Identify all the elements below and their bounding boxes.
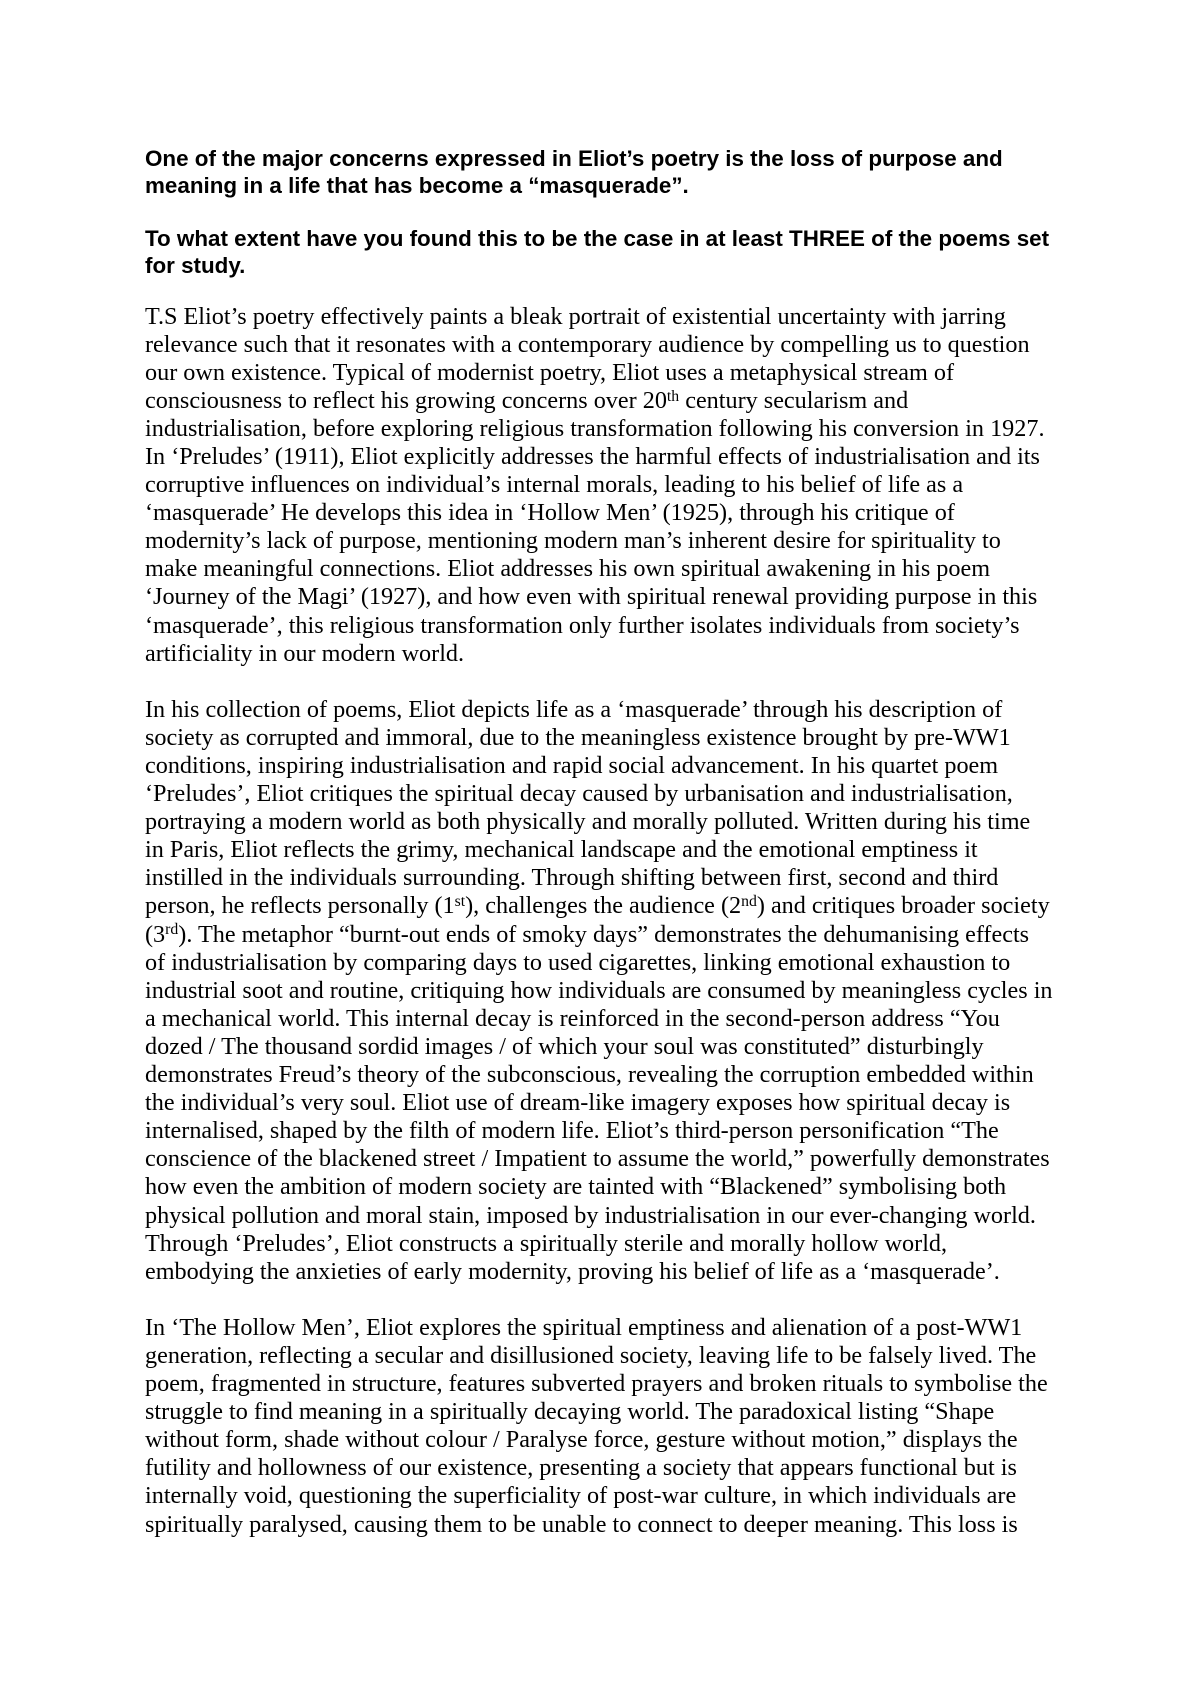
essay-line: in Paris, Eliot reflects the grimy, mechanical landscape and the emotional emptiness it [145,836,978,864]
essay-line: In his collection of poems, Eliot depicts life as a ‘masquerade’ through his description of [145,695,1003,723]
line-segment: (3 [145,920,166,948]
line-segment: consciousness to reflect his growing concerns over 20 [145,386,667,414]
essay-line: a mechanical world. This internal decay is reinforced in the second-person address “You [145,1004,1000,1032]
essay-line: futility and hollowness of our existence, presenting a society that appears functional but is [145,1454,1017,1482]
essay-line: how even the ambition of modern society are tainted with “Blackened” symbolising both [145,1173,1007,1201]
ordinal-superscript: st [454,893,466,911]
essay-paragraph-preludes [145,696,1145,1286]
essay-line: make meaningful connections. Eliot addresses his own spiritual awakening in his poem [145,555,991,583]
essay-line: instilled in the individuals surrounding. Through shifting between first, second and third [145,864,999,892]
essay-line: In ‘The Hollow Men’, Eliot explores the spiritual emptiness and alienation of a post-WW1 [145,1313,1023,1341]
essay-line: without form, shade without colour / Paralyse force, gesture without motion,” displays the [145,1426,1018,1454]
essay-line: spiritually paralysed, causing them to be unable to connect to deeper meaning. This loss is [145,1510,1018,1538]
essay-line: Through ‘Preludes’, Eliot constructs a spiritually sterile and morally hollow world, [145,1229,948,1257]
essay-line: of industrialisation by comparing days to used cigarettes, linking emotional exhaustion to [145,948,1011,976]
essay-line: physical pollution and moral stain, imposed by industrialisation in our ever-changing world. [145,1201,1036,1229]
ordinal-superscript: rd [165,921,179,939]
line-segment: ), challenges the audience (2 [465,892,742,920]
ordinal-superscript: nd [741,893,757,911]
essay-question-task [145,226,1145,279]
essay-line: In ‘Preludes’ (1911), Eliot explicitly addresses the harmful effects of industrialisation and its [145,442,1040,470]
essay-line [145,921,1145,949]
line-segment: ). The metaphor “burnt-out ends of smoky days” demonstrates the dehumanising effects [178,920,1030,948]
essay-paragraph-hollow-men [145,1314,1145,1539]
essay-line: poem, fragmented in structure, features subverted prayers and broken rituals to symbolise the [145,1370,1048,1398]
essay-line: ‘Preludes’, Eliot critiques the spiritual decay caused by urbanisation and industrialisation, [145,780,1013,808]
essay-line: dozed / The thousand sordid images / of which your soul was constituted” disturbingly [145,1032,984,1060]
essay-line: modernity’s lack of purpose, mentioning modern man’s inherent desire for spirituality to [145,527,1001,555]
essay-body [145,303,1145,1567]
essay-line [145,892,1145,920]
essay-line: ‘Journey of the Magi’ (1927), and how even with spiritual renewal providing purpose in this [145,583,1038,611]
line-segment: century secularism and [679,386,909,414]
essay-line: generation, reflecting a secular and disillusioned society, leaving life to be falsely lived. The [145,1341,1037,1369]
essay-line: conscience of the blackened street / Impatient to assume the world,” powerfully demonstrates [145,1145,1050,1173]
essay-line: internalised, shaped by the filth of modern life. Eliot’s third-person personification “The [145,1117,999,1145]
ordinal-superscript: th [666,387,680,405]
essay-line: embodying the anxieties of early modernity, proving his belief of life as a ‘masquerade’. [145,1257,1000,1285]
question-line: meaning in a life that has become a “masquerade”. [145,172,689,198]
essay-line [145,387,1145,415]
question-line: One of the major concerns expressed in Eliot’s poetry is the loss of purpose and [145,146,1003,171]
essay-line: our own existence. Typical of modernist poetry, Eliot uses a metaphysical stream of [145,358,955,386]
essay-line: industrial soot and routine, critiquing how individuals are consumed by meaningless cycles in [145,976,1053,1004]
essay-line: relevance such that it resonates with a contemporary audience by compelling us to question [145,330,1030,358]
essay-question-prompt [145,146,1145,199]
essay-line: corruptive influences on individual’s internal morals, leading to his belief of life as a [145,471,964,499]
essay-line: struggle to find meaning in a spiritually decaying world. The paradoxical listing “Shape [145,1398,995,1426]
essay-line: conditions, inspiring industrialisation and rapid social advancement. In his quartet poem [145,752,999,779]
essay-line: the individual’s very soul. Eliot use of dream-like imagery exposes how spiritual decay is [145,1089,1011,1117]
line-segment: ) and critiques broader society [756,892,1050,920]
essay-line: demonstrates Freud’s theory of the subconscious, revealing the corruption embedded within [145,1061,1034,1089]
task-line: To what extent have you found this to be the case in at least THREE of the poems set [145,226,1050,251]
essay-paragraph-intro [145,303,1145,668]
line-segment: person, he reflects personally (1 [145,892,455,920]
essay-line: internally void, questioning the superficiality of post-war culture, in which individuals are [145,1482,1017,1510]
essay-line: industrialisation, before exploring religious transformation following his conversion in 1927. [145,414,1045,442]
task-line: for study. [145,252,246,278]
essay-line: portraying a modern world as both physically and morally polluted. Written during his time [145,808,1031,836]
essay-line: ‘masquerade’ He develops this idea in ‘Hollow Men’ (1925), through his critique of [145,499,955,527]
essay-line: society as corrupted and immoral, due to the meaningless existence brought by pre-WW1 [145,723,1011,751]
essay-line: ‘masquerade’, this religious transformation only further isolates individuals from society’s [145,611,1020,639]
essay-line: T.S Eliot’s poetry effectively paints a bleak portrait of existential uncertainty with jarring [145,302,1006,330]
essay-line: artificiality in our modern world. [145,639,465,667]
